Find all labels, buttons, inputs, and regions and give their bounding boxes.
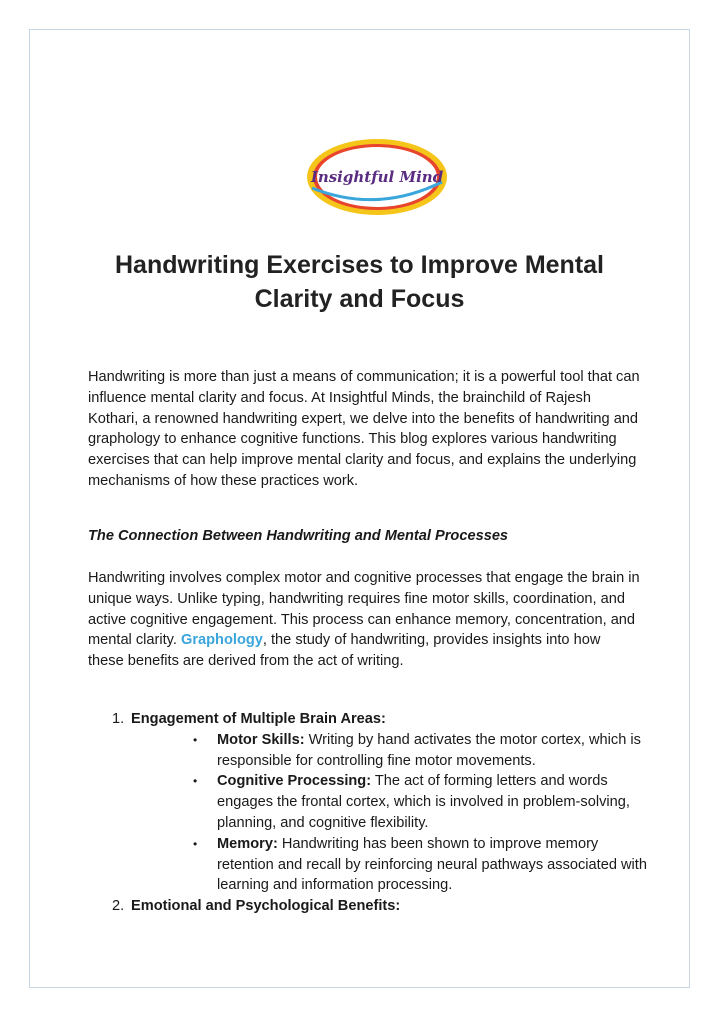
sub-list-item: [131, 834, 648, 896]
insightful-mind-logo: [304, 136, 450, 218]
body-paragraph: [88, 568, 640, 672]
sub-item-text: The act of forming letters and words engages the frontal cortex, which is involved in problem-solving, planning, and cognitive flexibility.: [217, 773, 630, 831]
bullet-icon: •: [193, 774, 198, 789]
sub-list: [131, 730, 648, 896]
sub-item-text: Handwriting has been shown to improve memory retention and recall by reinforcing neural pathways associated with learning and information processing.: [217, 835, 647, 894]
intro-paragraph: Handwriting is more than just a means of communication; it is a powerful tool that can influence mental clarity and focus. At Insightful Minds, the brainchild of Rajesh Kothari, a renowned handwriting expert, we delve into the benefits of handwriting and graphology to enhance cognitive functions. This blog explores various handwriting exercises that can help improve mental clarity and focus, and explains the underlying mechanisms of how these practices work.: [88, 369, 640, 489]
body-text-before-link: Handwriting involves complex motor and cognitive processes that engage the brain in unique ways. Unlike typing, handwriting requires fine motor skills, coordination, and active cognitive engagement. This process can enhance memory, concentration, and mental clarity.: [88, 570, 640, 649]
list-number: 2.: [112, 898, 125, 915]
list-item-title: Engagement of Multiple Brain Areas:: [131, 711, 386, 727]
graphology-link[interactable]: Graphology: [181, 632, 263, 649]
list-number: 1.: [112, 711, 125, 727]
page-title: [90, 248, 629, 316]
list-item: [88, 896, 648, 917]
benefits-list: [88, 709, 648, 917]
list-item-title: Emotional and Psychological Benefits:: [131, 898, 401, 915]
bullet-icon: •: [193, 732, 198, 747]
title-line-2: Clarity and Focus: [254, 285, 465, 313]
bullet-icon: •: [193, 836, 198, 851]
title-line-1: Handwriting Exercises to Improve Mental: [114, 251, 604, 279]
logo-text: Insightful Mind: [310, 168, 444, 186]
sub-item-label: Motor Skills:: [217, 731, 305, 748]
document-page: [29, 29, 690, 988]
list-item: [88, 709, 648, 896]
sub-item-label: Cognitive Processing:: [217, 773, 372, 790]
sub-item-text: Writing by hand activates the motor cortex, which is responsible for controlling fine motor movements.: [217, 731, 641, 769]
section-heading: The Connection Between Handwriting and Mental Processes: [88, 528, 509, 544]
sub-item-label: Memory:: [217, 835, 278, 852]
sub-list-item: [131, 771, 648, 833]
body-text-after-link: , the study of handwriting, provides insights into how these benefits are derived from the act of writing.: [88, 632, 601, 670]
sub-list-item: [131, 730, 648, 772]
